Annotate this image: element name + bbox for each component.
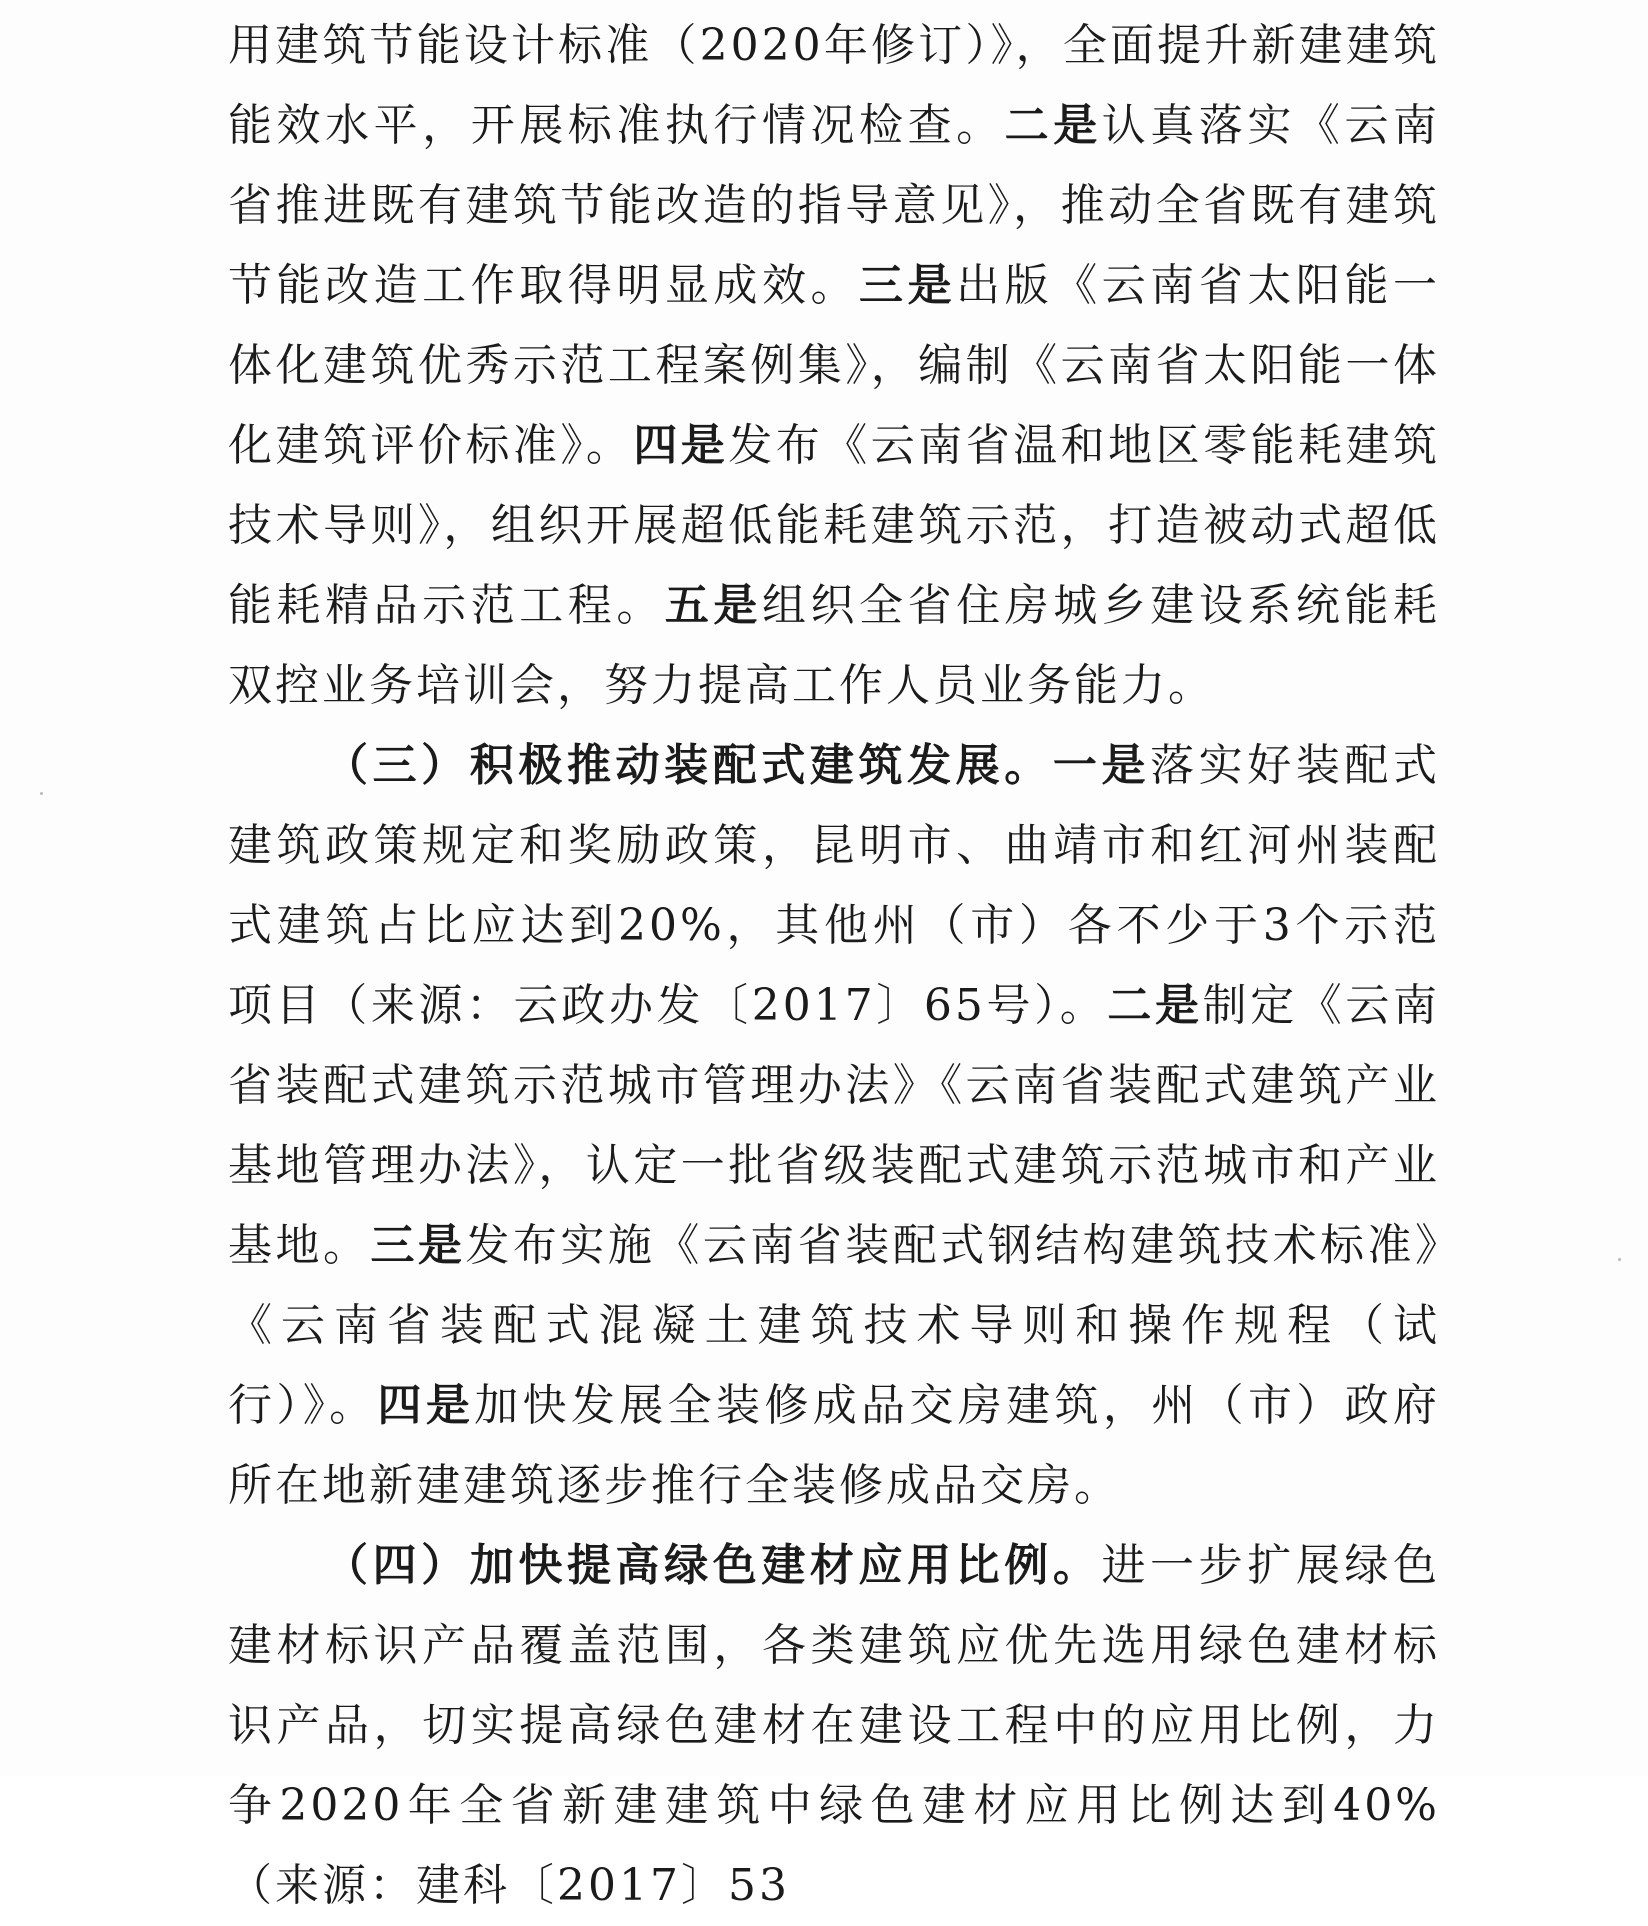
section-heading-three: （三）积极推动装配式建筑发展。 [324, 740, 1053, 791]
item-marker-two: 二是 [1004, 100, 1102, 151]
paragraph-text-run: 认真落实《云南省推进既有建筑节能改造的指导意见》，推动全省既有建筑节能改造工作取得明显成效。 [228, 100, 1441, 311]
document-body [228, 6, 1440, 1926]
paragraph-energy-efficiency-continued [228, 6, 1440, 726]
item-marker-four: 四是 [633, 420, 729, 471]
paragraph-text-run: 制定《云南省装配式建筑示范城市管理办法》《云南省装配式建筑产业基地管理办法》，认定一批省级装配式建筑示范城市和产业基地。 [228, 980, 1441, 1271]
paragraph-text-run: 进一步扩展绿色建材标识产品覆盖范围，各类建筑应优先选用绿色建材标识产品，切实提高绿色建材在建设工程中的应用比例，力争2020年全省新建建筑中绿色建材应用比例达到40%（来源：建科〔2017〕53 [228, 1540, 1440, 1911]
item-marker-one: 一是 [1052, 740, 1151, 791]
paragraph-text-run: 用建筑节能设计标准（2020年修订）》，全面提升新建建筑能效水平，开展标准执行情况检查。 [228, 20, 1440, 151]
scan-speck [1618, 1258, 1621, 1261]
item-marker-four: 四是 [377, 1380, 475, 1431]
item-marker-five: 五是 [664, 580, 762, 631]
paragraph-prefabricated-buildings [228, 726, 1440, 1526]
paragraph-text-run: 加快发展全装修成品交房建筑，州（市）政府所在地新建建筑逐步推行全装修成品交房。 [228, 1380, 1441, 1511]
paragraph-text-run: 出版《云南省太阳能一体化建筑优秀示范工程案例集》，编制《云南省太阳能一体化建筑评价标准》。 [228, 260, 1441, 471]
scan-speck [40, 792, 43, 795]
paragraph-text-run: 发布实施《云南省装配式钢结构建筑技术标准》《云南省装配式混凝土建筑技术导则和操作规程（试行）》。 [228, 1220, 1441, 1431]
paragraph-text-run: 落实好装配式建筑政策规定和奖励政策，昆明市、曲靖市和红河州装配式建筑占比应达到20%，其他州（市）各不少于3个示范项目（来源：云政办发〔2017〕65号）。 [228, 740, 1441, 1031]
paragraph-text-run: 组织全省住房城乡建设系统能耗双控业务培训会，努力提高工作人员业务能力。 [228, 580, 1441, 711]
section-heading-four: （四）加快提高绿色建材应用比例。 [324, 1540, 1102, 1591]
item-marker-three: 三是 [370, 1220, 466, 1271]
item-marker-two: 二是 [1107, 980, 1203, 1031]
paragraph-green-building-materials [228, 1526, 1440, 1926]
item-marker-three: 三是 [859, 260, 957, 311]
paragraph-text-run: 发布《云南省温和地区零能耗建筑技术导则》，组织开展超低能耗建筑示范，打造被动式超低能耗精品示范工程。 [228, 420, 1441, 631]
